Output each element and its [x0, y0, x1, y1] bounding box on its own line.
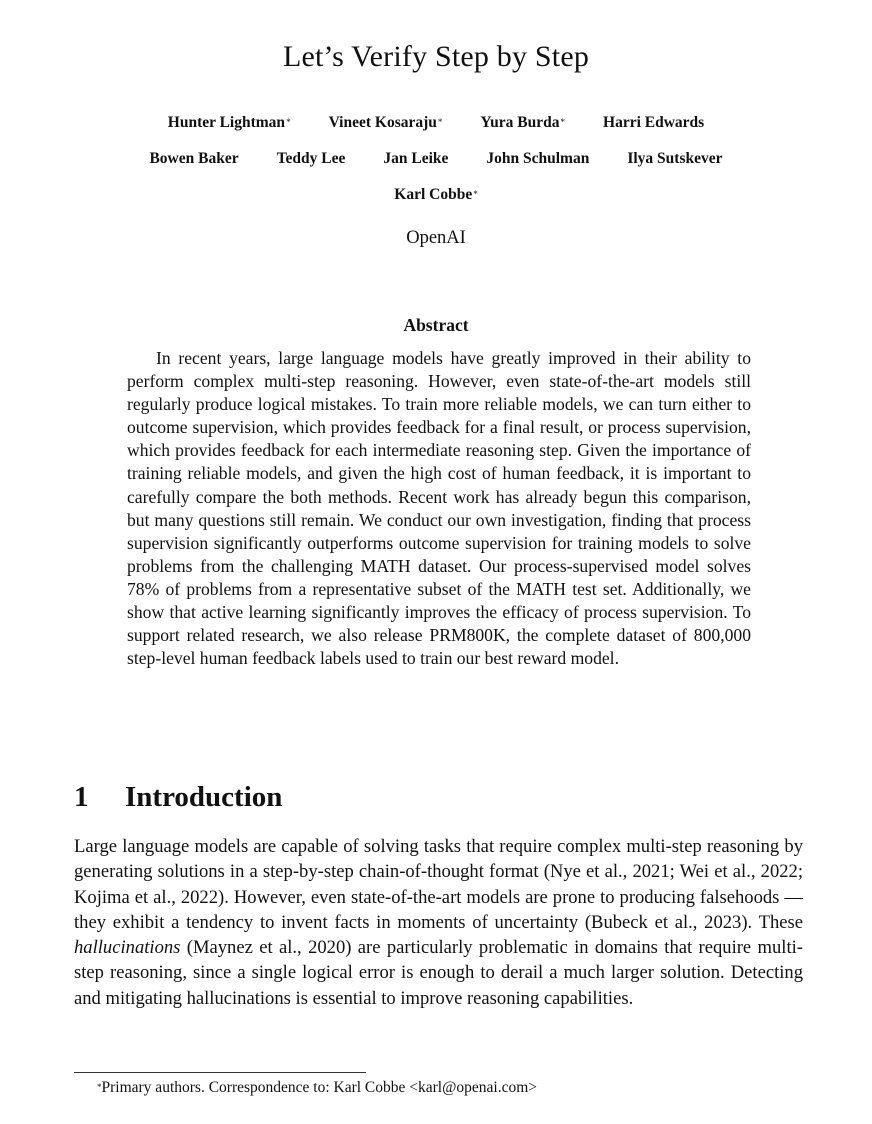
emphasis-hallucinations: hallucinations — [74, 937, 181, 959]
author-row-3 — [0, 185, 872, 205]
author-vineet-kosaraju: Vineet Kosaraju* — [328, 114, 443, 131]
author-row-2 — [0, 149, 872, 169]
primary-author-mark: * — [286, 117, 291, 127]
author-row-1 — [0, 113, 872, 133]
primary-author-mark: * — [437, 117, 443, 127]
author-jan-leike: Jan Leike — [383, 150, 449, 167]
author-karl-cobbe: Karl Cobbe* — [394, 186, 478, 203]
section-title: Introduction — [125, 781, 283, 813]
author-bowen-baker: Bowen Baker — [149, 150, 239, 167]
section-number: 1 — [74, 781, 89, 813]
footnote-divider — [74, 1072, 366, 1073]
abstract-heading: Abstract — [403, 315, 469, 335]
footnote-mark: * — [97, 1082, 102, 1092]
author-hunter-lightman: Hunter Lightman* — [167, 114, 291, 131]
author-john-schulman: John Schulman — [486, 150, 590, 167]
author-ilya-sutskever: Ilya Sutskever — [627, 150, 723, 167]
footnote-text: Primary authors. Correspondence to: Karl Cobbe <karl@openai.com> — [101, 1079, 538, 1096]
paper-title: Let’s Verify Step by Step — [282, 40, 590, 73]
primary-author-mark: * — [560, 117, 566, 127]
author-teddy-lee: Teddy Lee — [276, 150, 346, 167]
affiliation: OpenAI — [406, 228, 466, 248]
author-yura-burda: Yura Burda* — [480, 114, 566, 131]
primary-author-mark: * — [473, 189, 478, 199]
abstract-text: In recent years, large language models have greatly improved in their ability to perform complex multi-step reasoning. However, even state-of-the-art models still regularly produce logical mistakes. To train more reliable models, we can turn either to outcome supervision, which provides feedback for a final result, or process supervision, which provides feedback for each intermediate reasoning step. Given the importance of training reliable models, and given the high cost of human feedback, it is important to carefully compare the both methods. Recent work has already begun this comparison, but many questions still remain. We conduct our own investigation, finding that process supervision significantly outperforms outcome supervision for training models to solve problems from the challenging MATH dataset. Our process-supervised model solves 78% of problems from a representative subset of the MATH test set. Additionally, we show that active learning significantly improves the efficacy of process supervision. To support related research, we also release PRM800K, the complete dataset of 800,000 step-level human feedback labels used to train our best reward model. — [127, 348, 751, 669]
author-harri-edwards: Harri Edwards — [603, 114, 705, 131]
introduction-paragraph: Large language models are capable of solving tasks that require complex multi-step reasoning by generating solutions in a step-by-step chain-of-thought format (Nye et al., 2021; Wei et al., 2022; Kojima et al., 2022). However, even state-of-the-art models are prone to producing falsehoods — they exhibit a tendency to invent facts in moments of uncertainty (Bubeck et al., 2023). These hallucinations (Maynez et al., 2020) are particularly problematic in domains that require multi-step reasoning, since a single logical error is enough to derail a much larger solution. Detecting and mitigating hallucinations is essential to improve reasoning capabilities. — [74, 836, 803, 1009]
section-heading-introduction — [74, 779, 282, 815]
footnote — [97, 1078, 537, 1098]
